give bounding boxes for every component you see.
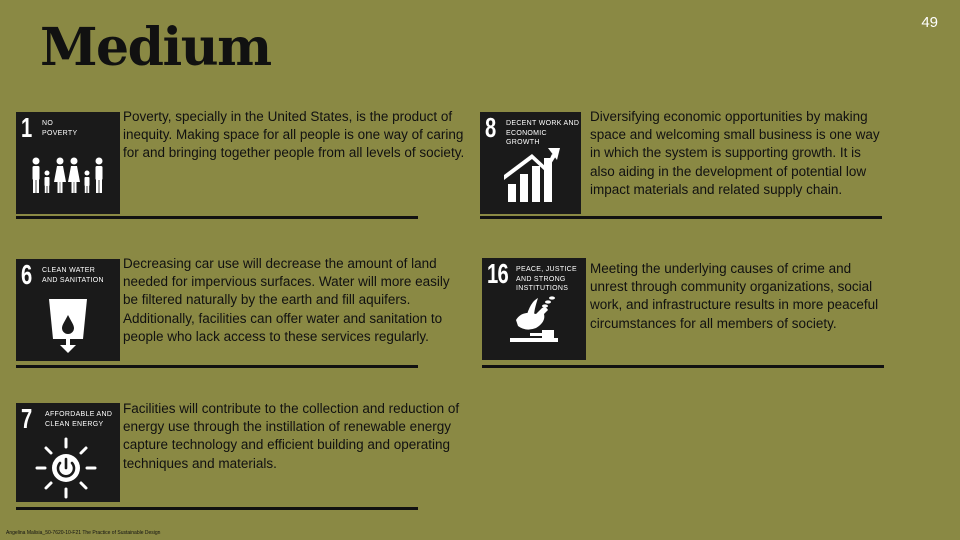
sdg-tile-6 [16,259,120,361]
card-description: Decreasing car use will decrease the amount of land needed for impervious surfaces. Water will more easily be filtered naturally by the earth and fill aquifers. Additionally, facilities can offer water and sanitation to people who lack access to these services regularly. [123,256,450,344]
card-description: Diversifying economic opportunities by making space and welcoming small business is one way in which the system is supporting growth. It is also aiding in the development of potential low impact materials and related supply chain. [590,109,880,197]
slide-title: Medium [40,17,271,78]
sdg-goal-number: 1 [21,112,33,143]
card-description: Poverty, specially in the United States, is the product of inequity. Making space for all people is one way of caring for and bringing together people from all levels of society. [123,109,465,161]
sdg-goal-label: PEACE, JUSTICE AND STRONG INSTITUTIONS [516,266,577,292]
sdg-goal-number: 16 [487,258,508,289]
sdg-tile-1 [16,112,120,214]
card-description: Facilities will contribute to the collection and reduction of energy use through the instillation of renewable energy capture technology and efficient building and operating techniques and materials. [123,401,460,471]
sdg-goal-label: AFFORDABLE AND CLEAN ENERGY [45,411,113,428]
sdg-goal-number: 8 [485,112,497,143]
sdg-goal-label: DECENT WORK AND ECONOMIC GROWTH [506,120,580,146]
page-number: 49 [921,14,938,31]
sdg-goal-label: CLEAN WATER AND SANITATION [42,267,104,284]
card-divider [482,365,884,368]
sdg-tile-16 [482,258,586,360]
card-divider [480,216,882,219]
sdg-goal-label: NO POVERTY [42,120,78,137]
sdg-goal-number: 6 [21,259,33,290]
sdg-tile-7 [16,403,120,502]
sdg-tile-8 [480,112,581,214]
sdg-goal-number: 7 [21,403,33,434]
card-divider [16,507,418,510]
card-divider [16,365,418,368]
card-divider [16,216,418,219]
card-description: Meeting the underlying causes of crime and unrest through community organizations, social work, and infrastructure results in more peaceful circumstances for all members of society. [590,261,879,331]
footer-credit: Angelina Malisia_50-7620-10-F21 The Practice of Sustainable Design [6,530,161,536]
